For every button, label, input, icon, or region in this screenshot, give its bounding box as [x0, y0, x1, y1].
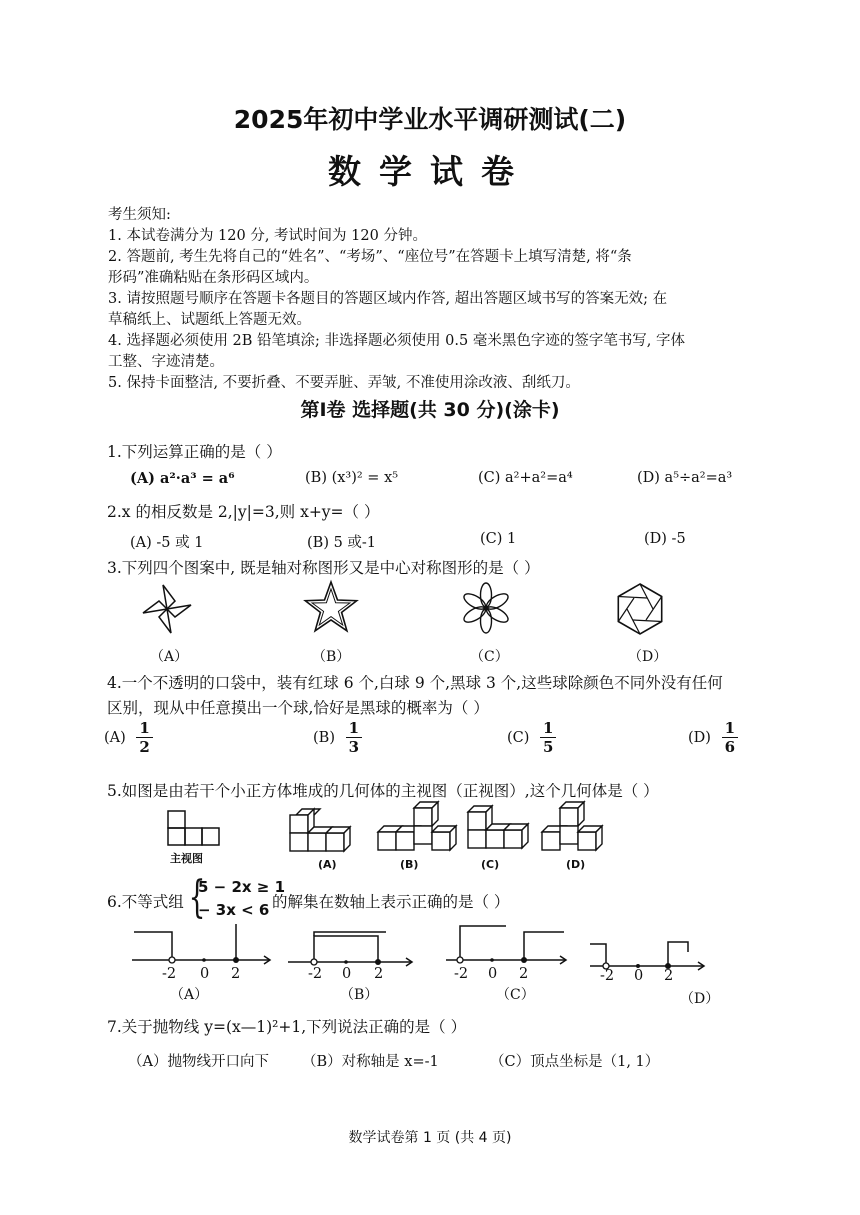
tick-neg2-c: -2 — [454, 966, 469, 982]
tick-2-a: 2 — [231, 966, 241, 982]
q4-option-d — [688, 720, 738, 756]
inequality-2: − 3x < 6 — [198, 901, 270, 919]
tick-2-c: 2 — [519, 966, 529, 982]
q4-option-c-fraction: $\frac{1}{5}$ — [540, 720, 556, 756]
tick-neg2-d: -2 — [600, 968, 615, 984]
inequality-1: 5 − 2x ≥ 1 — [198, 878, 286, 896]
q1-option-c: (C) a²+a²=a⁴ — [478, 470, 573, 486]
main-view-label: 主视图 — [170, 852, 203, 865]
q6-label-d: （D） — [680, 991, 720, 1007]
q3-label-a: （A） — [150, 649, 189, 665]
notice-line: 形码”准确粘贴在条形码区域内。 — [108, 270, 319, 286]
q4-option-c — [507, 720, 556, 756]
tick-0-d: 0 — [634, 968, 644, 984]
q1-option-b: (B) (x³)² = x⁵ — [305, 470, 399, 486]
question-4-stem-line1: 4.一个不透明的口袋中，装有红球 6 个,白球 9 个,黑球 3 个,这些球除颜色不同外没有任何 — [107, 674, 723, 692]
q2-option-c: (C) 1 — [480, 531, 517, 547]
question-2-stem: 2.x 的相反数是 2,|y|=3,则 x+y=（ ） — [107, 503, 380, 521]
q6-label-a: （A） — [170, 987, 209, 1003]
page-footer: 数学试卷第 1 页 (共 4 页) — [348, 1130, 512, 1146]
q6-label-c: （C） — [496, 987, 535, 1003]
hexagon-figure — [614, 582, 666, 636]
tick-0-c: 0 — [488, 966, 498, 982]
q4-option-b-label: (B) — [313, 730, 335, 746]
q5-label-b: (B) — [400, 858, 419, 871]
cube-solid-c — [462, 804, 532, 856]
q3-label-b: （B） — [312, 649, 351, 665]
tick-0-b: 0 — [342, 966, 352, 982]
q6-label-b: （B） — [340, 987, 379, 1003]
q4-option-c-label: (C) — [507, 730, 530, 746]
q4-option-d-fraction: $\frac{1}{6}$ — [722, 720, 738, 756]
cube-solid-a — [284, 806, 364, 856]
q5-label-c: (C) — [481, 858, 500, 871]
q5-label-d: (D) — [566, 858, 586, 871]
question-5-stem: 5.如图是由若干个小正方体堆成的几何体的主视图（正视图）,这个几何体是（ ） — [107, 782, 659, 800]
notice-line: 3. 请按照题号顺序在答题卡各题目的答题区域内作答, 超出答题区域书写的答案无效; 在 — [108, 291, 668, 307]
q3-label-d: （D） — [628, 649, 668, 665]
star-figure — [302, 580, 360, 636]
question-4-stem-line2: 区别，现从中任意摸出一个球,恰好是黑球的概率为（ ） — [107, 699, 489, 717]
question-1-stem: 1.下列运算正确的是（ ） — [107, 443, 282, 461]
notice-line: 2. 答题前, 考生先将自己的“姓名”、“考场”、“座位号”在答题卡上填写清楚, 将“条 — [108, 249, 632, 265]
q4-option-a-fraction: $\frac{1}{2}$ — [136, 720, 152, 756]
flower-figure — [458, 580, 514, 636]
q2-option-b: (B) 5 或-1 — [307, 535, 377, 551]
question-3-stem: 3.下列四个图案中, 既是轴对称图形又是中心对称图形的是（ ） — [107, 559, 540, 577]
section-title: 第Ⅰ卷 选择题(共 30 分)(涂卡) — [300, 399, 560, 421]
tick-neg2-b: -2 — [308, 966, 323, 982]
q5-label-a: (A) — [318, 858, 337, 871]
question-7-stem: 7.关于抛物线 y=(x—1)²+1,下列说法正确的是（ ） — [107, 1018, 467, 1036]
q2-option-a: (A) -5 或 1 — [130, 535, 204, 551]
question-6-stem-prefix: 6.不等式组 — [107, 893, 184, 911]
notice-line: 草稿纸上、试题纸上答题无效。 — [108, 312, 311, 328]
cube-solid-b — [370, 800, 460, 856]
tick-0-a: 0 — [200, 966, 210, 982]
tick-2-b: 2 — [374, 966, 384, 982]
exam-subtitle: 数学试卷 — [328, 152, 532, 191]
cube-solid-d — [536, 800, 612, 856]
q4-option-b-fraction: $\frac{1}{3}$ — [346, 720, 362, 756]
pinwheel-figure — [140, 582, 194, 636]
notice-heading: 考生须知: — [108, 207, 171, 223]
q4-option-d-label: (D) — [688, 730, 711, 746]
q2-option-d: (D) -5 — [644, 531, 686, 547]
q4-option-a-label: (A) — [104, 730, 126, 746]
notice-line: 4. 选择题必须使用 2B 铅笔填涂; 非选择题必须使用 0.5 毫米黑色字迹的签字笔书写, 字体 — [108, 333, 686, 349]
exam-title: 2025年初中学业水平调研测试(二) — [233, 105, 627, 134]
notice-line: 1. 本试卷满分为 120 分, 考试时间为 120 分钟。 — [108, 228, 427, 244]
tick-2-d: 2 — [664, 968, 674, 984]
question-6-stem-suffix: 的解集在数轴上表示正确的是（ ） — [272, 893, 510, 911]
notice-block — [108, 205, 685, 394]
tick-neg2-a: -2 — [162, 966, 177, 982]
notice-line: 5. 保持卡面整洁, 不要折叠、不要弄脏、弄皱, 不准使用涂改液、刮纸刀。 — [108, 375, 580, 391]
main-view-figure — [166, 809, 222, 847]
inequality-brace: { — [188, 872, 206, 923]
q4-option-a — [104, 720, 153, 756]
q7-option-a: （A）抛物线开口向下 — [128, 1054, 269, 1070]
q7-option-b: （B）对称轴是 x=-1 — [302, 1054, 439, 1070]
q1-option-d: (D) a⁵÷a²=a³ — [637, 470, 733, 486]
q7-option-c: （C）顶点坐标是（1, 1） — [490, 1054, 660, 1070]
q1-option-a: (A) a²·a³ = a⁶ — [130, 470, 235, 487]
q3-label-c: （C） — [470, 649, 509, 665]
q4-option-b — [313, 720, 362, 756]
notice-line: 工整、字迹清楚。 — [108, 354, 224, 370]
